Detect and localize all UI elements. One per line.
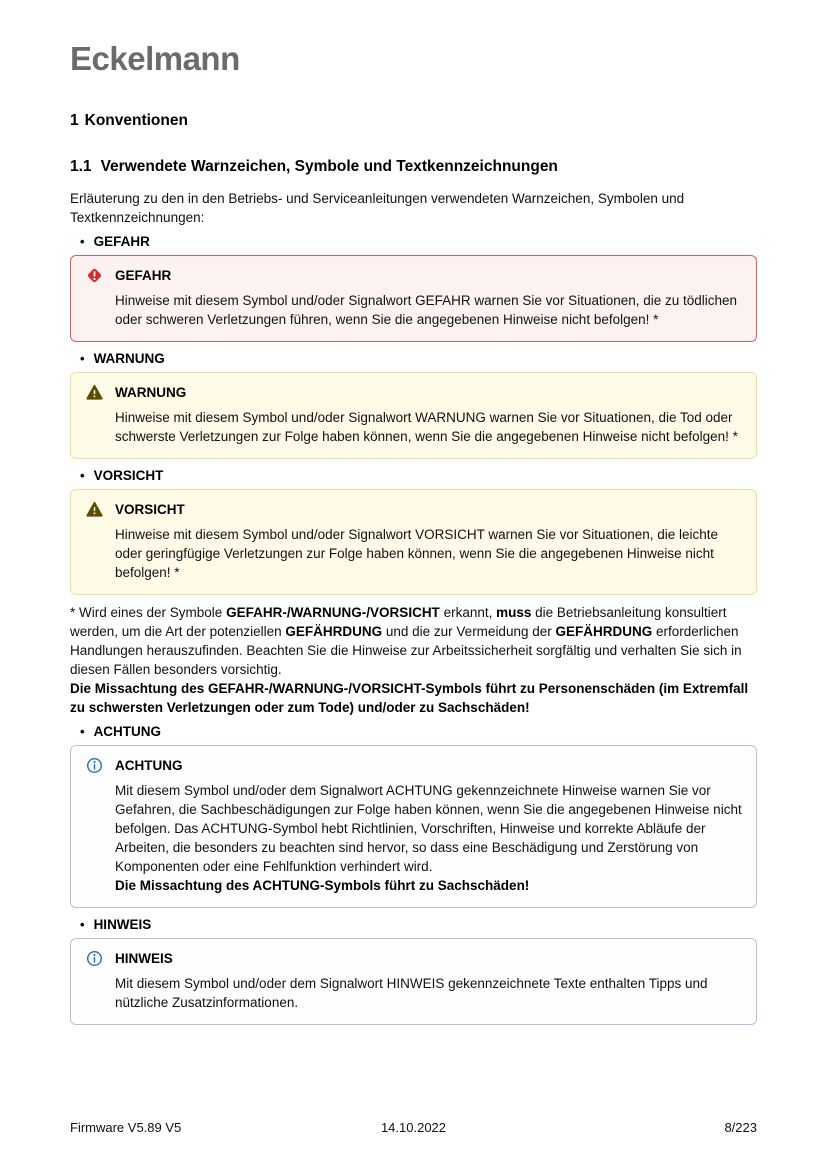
footnote-text: die Betriebsanleitung konsultiert werden, um die Art der potenziellen	[70, 605, 727, 639]
notice-header	[86, 756, 742, 775]
bullet-label: WARNUNG	[93, 351, 165, 366]
bullet-item-achtung	[80, 723, 757, 741]
section-heading	[70, 158, 757, 175]
section-number: 1.1	[70, 158, 92, 175]
page-footer	[70, 1120, 757, 1136]
eckelmann-logo: Eckelmann	[70, 40, 240, 77]
notice-box-hinweis	[70, 938, 757, 1025]
footnote-text: erkannt,	[439, 605, 497, 620]
notice-box-gefahr	[70, 255, 757, 342]
notice-box-vorsicht	[70, 489, 757, 595]
footnote-bold: GEFAHR-/WARNUNG-/VORSICHT	[226, 605, 440, 620]
section-title: Verwendete Warnzeichen, Symbole und Textkennzeichnungen	[100, 158, 558, 175]
notice-header	[86, 383, 742, 402]
notice-body: Hinweise mit diesem Symbol und/oder Signalwort GEFAHR warnen Sie vor Situationen, die zu tödlichen oder schweren Verletzungen führen, wenn Sie die angegebenen Hinweise nicht befolgen! *	[115, 293, 738, 327]
footnote-text: und die zur Vermeidung der	[382, 624, 556, 639]
bullet-item-gefahr	[80, 233, 757, 251]
notice-body-bold-statement: Die Missachtung des ACHTUNG-Symbols führt zu Sachschäden!	[115, 878, 530, 893]
footnote-text: * Wird eines der Symbole	[70, 605, 227, 620]
bullet-dot	[80, 350, 94, 368]
notice-title: ACHTUNG	[115, 758, 183, 773]
footnote-warning-statement: Die Missachtung des GEFAHR-/WARNUNG-/VORSICHT-Symbols führt zu Personenschäden (im Extremfall zu schwersten Verletzungen oder zum Tode) und/oder zu Sachschäden!	[70, 681, 749, 715]
footnote-bold: GEFÄHRDUNG	[285, 624, 383, 639]
warning-triangle-icon	[86, 384, 103, 401]
notice-body: Hinweise mit diesem Symbol und/oder Signalwort VORSICHT warnen Sie vor Situationen, die leichte oder geringfügige Verletzungen zur Folge haben können, wenn Sie die angegebenen Hinweise nicht befolgen! *	[115, 527, 719, 580]
bullet-dot	[80, 233, 94, 251]
warning-triangle-icon	[86, 501, 103, 518]
notice-body-text: Mit diesem Symbol und/oder dem Signalwort ACHTUNG gekennzeichnete Hinweise warnen Sie vor Gefahren, die Sachbeschädigungen zur Folge haben können, wenn Sie die angegebenen Hinweise nicht befolgen. Das ACHTUNG-Symbol hebt Richtlinien, Vorschriften, Hinweise und korrekte Abläufe der Arbeiten, die besonders zu beachten sind hervor, so dass eine Beschädigung und Zerstörung von Komponenten oder eine Fehlfunktion verhindert wird.	[115, 783, 742, 874]
footnote-bold: muss	[496, 605, 532, 620]
chapter-heading	[70, 112, 757, 129]
notice-box-warnung	[70, 372, 757, 459]
notice-body	[115, 781, 742, 895]
footer-firmware-version: Firmware V5.89 V5	[70, 1120, 182, 1135]
info-circle-icon	[86, 950, 103, 967]
notice-header	[86, 500, 742, 519]
notice-box-achtung	[70, 745, 757, 908]
bullet-dot	[80, 916, 94, 934]
info-circle-icon	[86, 757, 103, 774]
footer-date: 14.10.2022	[380, 1120, 447, 1135]
intro-paragraph: Erläuterung zu den in den Betriebs- und Serviceanleitungen verwendeten Warnzeichen, Symbolen und Textkennzeichnungen:	[70, 191, 685, 225]
bullet-label: HINWEIS	[93, 917, 152, 932]
bullet-item-warnung	[80, 350, 757, 368]
bullet-label: VORSICHT	[93, 468, 164, 483]
bullet-label: GEFAHR	[93, 234, 150, 249]
notice-title: WARNUNG	[115, 385, 187, 400]
notice-title: VORSICHT	[115, 502, 185, 517]
notice-title: HINWEIS	[115, 951, 173, 966]
bullet-label: ACHTUNG	[93, 724, 162, 739]
bullet-dot	[80, 467, 94, 485]
notice-body: Mit diesem Symbol und/oder dem Signalwort HINWEIS gekennzeichnete Texte enthalten Tipps und nützliche Zusatzinformationen.	[115, 976, 708, 1010]
notice-header	[86, 949, 742, 968]
footnote-text: erforderlichen Handlungen herauszufinden. Beachten Sie die Hinweise zur Arbeitssicherheit sorgfältig und verhalten Sie sich in diesen Fällen besonders vorsichtig.	[70, 624, 742, 677]
notice-title: GEFAHR	[115, 268, 172, 283]
bullet-item-hinweis	[80, 916, 757, 934]
bullet-item-vorsicht	[80, 467, 757, 485]
footnote-bold: GEFÄHRDUNG	[555, 624, 653, 639]
notice-body: Hinweise mit diesem Symbol und/oder Signalwort WARNUNG warnen Sie vor Situationen, die Tod oder schwerste Verletzungen zur Folge haben können, wenn Sie die angegebenen Hinweise nicht befolgen! *	[115, 410, 738, 444]
chapter-number: 1	[70, 112, 79, 129]
footnote-paragraph	[70, 603, 757, 717]
notice-header	[86, 266, 742, 285]
danger-diamond-icon	[86, 267, 103, 284]
bullet-dot	[80, 723, 94, 741]
chapter-title: Konventionen	[84, 112, 188, 129]
footer-page-number: 8/223	[724, 1120, 757, 1135]
